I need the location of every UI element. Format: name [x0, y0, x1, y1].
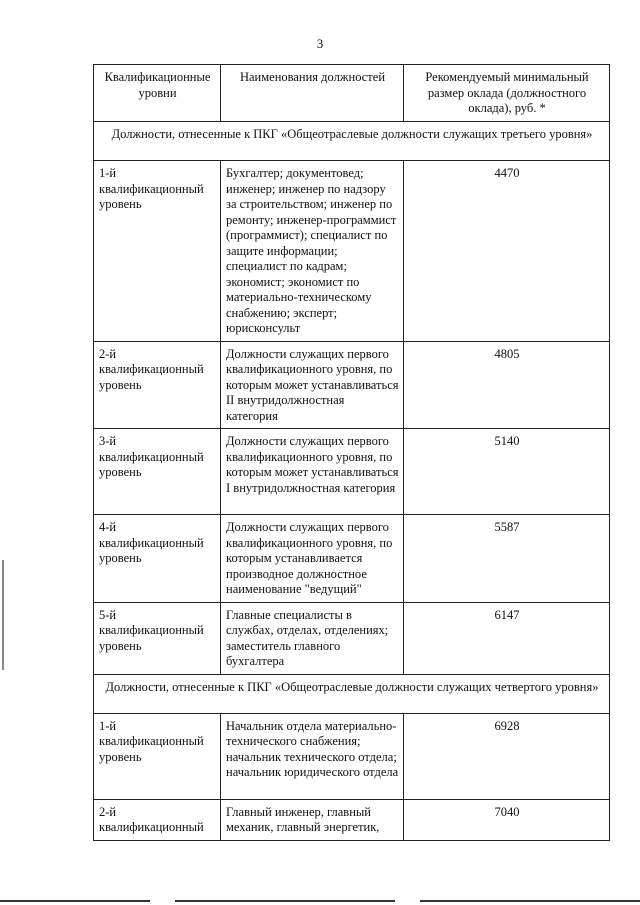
salary-cell: 5140: [404, 429, 610, 515]
salary-cell: 7040: [404, 799, 610, 840]
level-cell: 3-й квалификационный уровень: [94, 429, 221, 515]
page-number: 3: [316, 36, 324, 51]
section-title: Должности, отнесенные к ПКГ «Общеотраслевые должности служащих третьего уровня»: [94, 122, 610, 161]
positions-cell: Должности служащих первого квалификационного уровня, по которым может устанавливаться II внутридолжностная категория: [221, 341, 404, 429]
header-positions: Наименования должностей: [221, 65, 404, 122]
section-title: Должности, отнесенные к ПКГ «Общеотраслевые должности служащих четвертого уровня»: [94, 674, 610, 713]
positions-cell: Должности служащих первого квалификационного уровня, по которым может устанавливаться I внутридолжностная категория: [221, 429, 404, 515]
salary-cell: 4805: [404, 341, 610, 429]
scan-edge-mark: [2, 560, 4, 670]
positions-cell: Должности служащих первого квалификационного уровня, по которым устанавливается производное должностное наименование "ведущий": [221, 515, 404, 603]
scan-footer-line: [0, 898, 640, 905]
section-row: [94, 674, 610, 713]
level-cell: 2-й квалификационный: [94, 799, 221, 840]
level-cell: 5-й квалификационный уровень: [94, 602, 221, 674]
salary-cell: 5587: [404, 515, 610, 603]
salary-cell: 6147: [404, 602, 610, 674]
header-levels: Квалификационные уровни: [94, 65, 221, 122]
salary-table: [93, 64, 610, 841]
table-header-row: [94, 65, 610, 122]
table-row: [94, 341, 610, 429]
positions-cell: Главный инженер, главный механик, главный энергетик,: [221, 799, 404, 840]
table-row: [94, 799, 610, 840]
header-salary: Рекомендуемый минимальный размер оклада (должностного оклада), руб. *: [404, 65, 610, 122]
section-row: [94, 122, 610, 161]
salary-cell: 4470: [404, 161, 610, 342]
level-cell: 1-й квалификационный уровень: [94, 161, 221, 342]
salary-cell: 6928: [404, 713, 610, 799]
positions-cell: Главные специалисты в службах, отделах, отделениях; заместитель главного бухгалтера: [221, 602, 404, 674]
table-row: [94, 713, 610, 799]
positions-cell: Бухгалтер; документовед; инженер; инженер по надзору за строительством; инженер по ремонту; инженер-программист (программист); специалист по защите информации; специалист по кадрам; экономист; экономист по материально-техническому снабжению; эксперт; юрисконсульт: [221, 161, 404, 342]
level-cell: 1-й квалификационный уровень: [94, 713, 221, 799]
level-cell: 4-й квалификационный уровень: [94, 515, 221, 603]
positions-cell: Начальник отдела материально-технического снабжения; начальник технического отдела; начальник юридического отдела: [221, 713, 404, 799]
table-row: [94, 161, 610, 342]
table-row: [94, 429, 610, 515]
table-row: [94, 515, 610, 603]
table-row: [94, 602, 610, 674]
level-cell: 2-й квалификационный уровень: [94, 341, 221, 429]
